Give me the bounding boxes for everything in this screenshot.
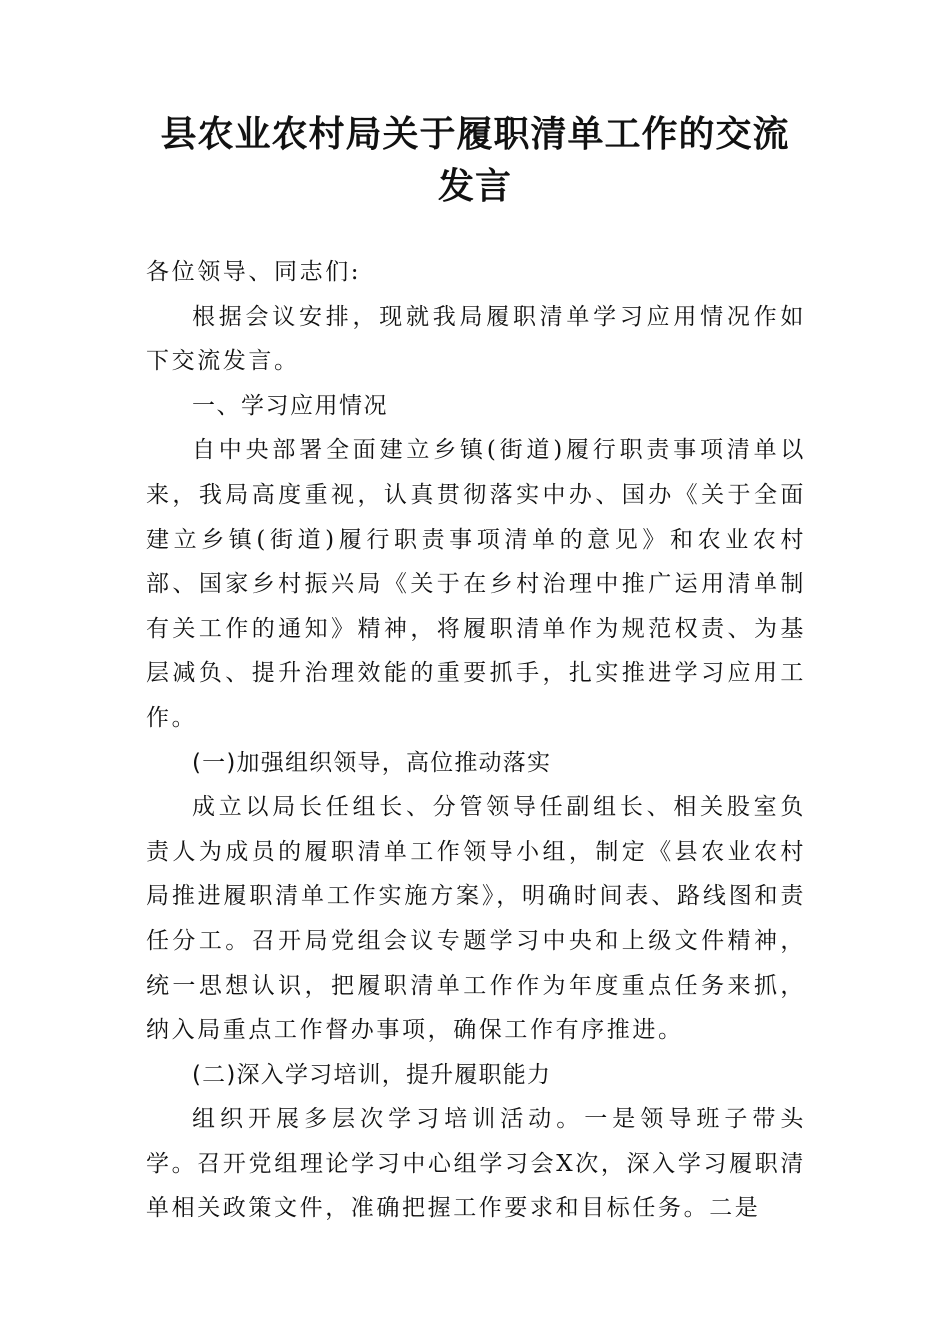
body-paragraph: 自中央部署全面建立乡镇(街道)履行职责事项清单以来，我局高度重视，认真贯彻落实中办、国办《关于全面建立乡镇(街道)履行职责事项清单的意见》和农业农村部、国家乡村振兴局《关于在乡村治理中推广运用清单制有关工作的通知》精神，将履职清单作为规范权责、为基层减负、提升治理效能的重要抓手，扎实推进学习应用工作。: [146, 437, 806, 731]
intro-paragraph: 根据会议安排，现就我局履职清单学习应用情况作如下交流发言。: [146, 303, 806, 375]
subsection-heading: (一)加强组织领导，高位推动落实: [192, 749, 552, 776]
body-paragraph: 组织开展多层次学习培训活动。一是领导班子带头学。召开党组理论学习中心组学习会X次，深入学习履职清单相关政策文件，准确把握工作要求和目标任务。二是: [146, 1106, 806, 1222]
body-paragraph: 成立以局长任组长、分管领导任副组长、相关股室负责人为成员的履职清单工作领导小组，制定《县农业农村局推进履职清单工作实施方案》，明确时间表、路线图和责任分工。召开局党组会议专题学习中央和上级文件精神，统一思想认识，把履职清单工作作为年度重点任务来抓，纳入局重点工作督办事项，确保工作有序推进。: [146, 794, 806, 1044]
document-title: 县农业农村局关于履职清单工作的交流发言: [160, 113, 790, 207]
document-body: [146, 250, 806, 1231]
salutation: 各位领导、同志们:: [146, 259, 362, 285]
subsection-heading: (二)深入学习培训，提升履职能力: [192, 1061, 552, 1088]
section-heading: 一、学习应用情况: [192, 392, 388, 419]
